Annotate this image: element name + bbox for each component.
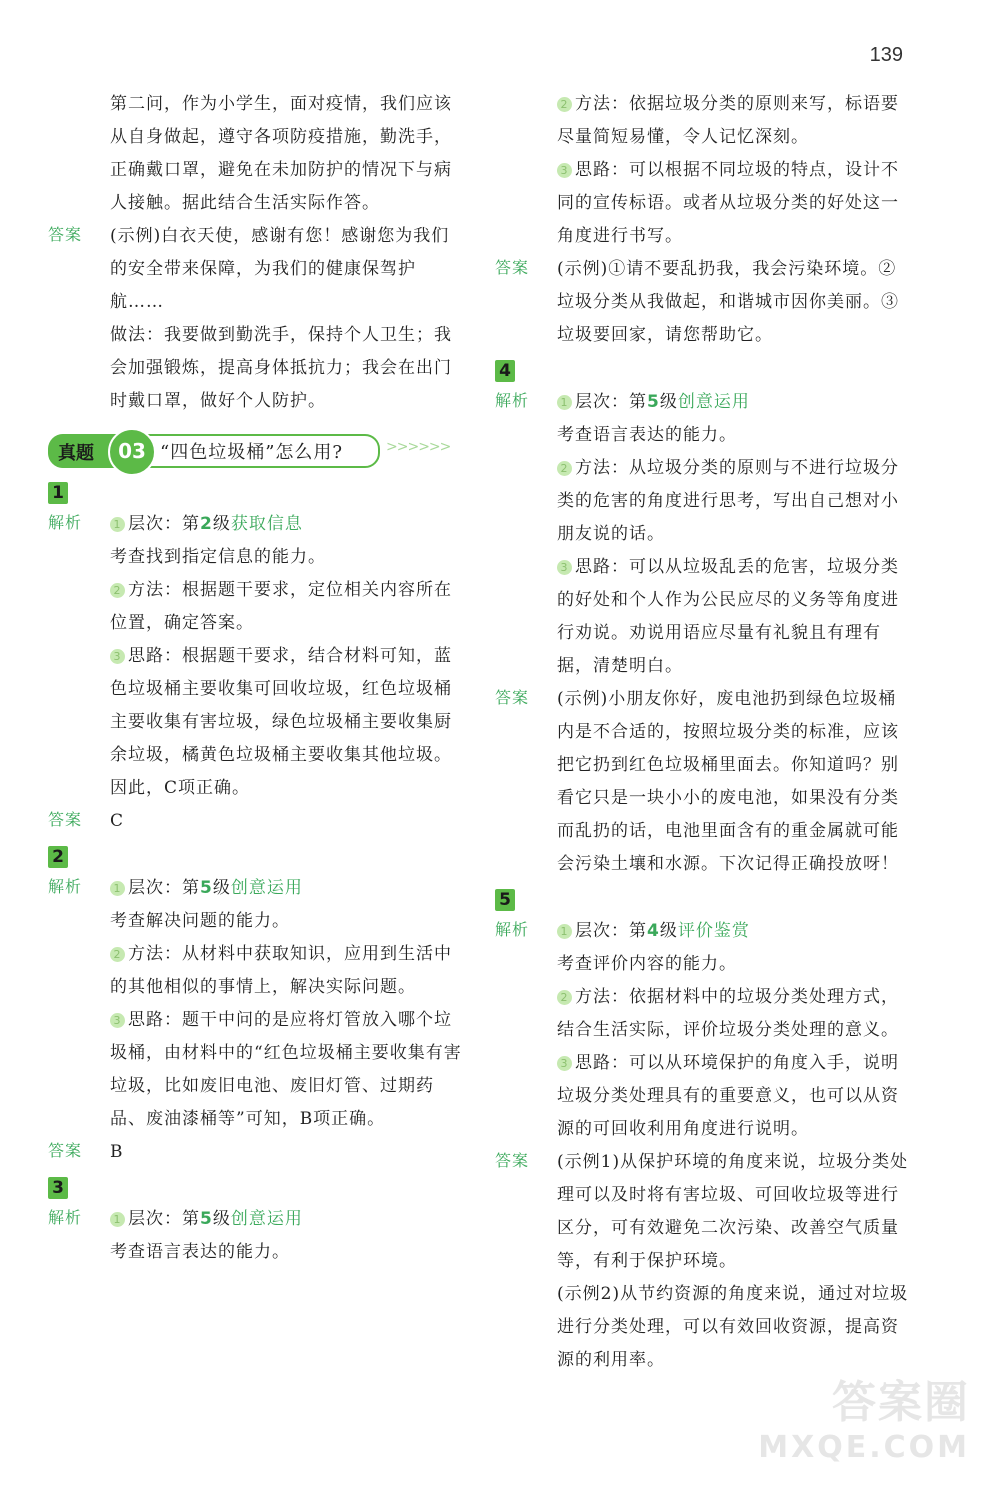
page-number: 139	[869, 44, 903, 66]
level-name: 创意运用	[230, 1209, 303, 1229]
analysis-label: 解析	[48, 513, 83, 532]
level-label: 层次	[128, 514, 164, 534]
q3-answer-row	[495, 253, 910, 352]
q5-thinking: ：可以从环境保护的角度入手，说明垃圾分类处理具有的重要意义，也可以从资源的可回收利用角度进行说明。	[557, 1053, 899, 1139]
q2-answer: B	[110, 1142, 124, 1162]
q5-answer-2: (示例2)从节约资源的角度来说，通过对垃圾进行分类处理，可以有效回收资源，提高资源的利用率。	[557, 1284, 909, 1370]
method-label: 方法	[575, 458, 611, 478]
intro-answer-text-2: 做法：我要做到勤洗手，保持个人卫生；我会加强锻炼，提高身体抵抗力；我会在出门时戴口罩，做好个人防护。	[110, 325, 452, 411]
section-title	[48, 428, 463, 468]
q5-level-row: 解析 1 层次：第4级评价鉴赏	[495, 915, 910, 948]
q4-answer-row	[495, 683, 910, 881]
analysis-label: 解析	[495, 920, 530, 939]
level-name: 获取信息	[230, 514, 303, 534]
q1-level-row: 解析 1 层次：第2级获取信息	[48, 508, 463, 541]
section-number-badge	[108, 428, 156, 476]
circled-two-icon: 2	[557, 97, 572, 112]
q1-answer-row	[48, 805, 463, 838]
q5-method: ：依据材料中的垃圾分类处理方式，结合生活实际，评价垃圾分类处理的意义。	[557, 987, 899, 1040]
thinking-label: 思路	[128, 646, 164, 666]
analysis-label: 解析	[48, 877, 83, 896]
intro-answer-text: (示例)白衣天使，感谢有您！感谢您为我们的安全带来保障，为我们的健康保驾护航……	[110, 226, 450, 312]
circled-one-icon: 1	[110, 517, 125, 532]
q2-level-row: 解析 1 层次：第5级创意运用	[48, 872, 463, 905]
circled-two-icon: 2	[110, 947, 125, 962]
q1-thinking: ：根据题干要求，结合材料可知，蓝色垃圾桶主要收集可回收垃圾，红色垃圾桶主要收集有害垃圾，绿色垃圾桶主要收集厨余垃圾，橘黄色垃圾桶主要收集其他垃圾。因此，C项正确。	[110, 646, 452, 798]
level-number: 2	[200, 514, 213, 534]
method-label: 方法	[575, 94, 611, 114]
intro-analysis	[48, 88, 463, 220]
left-column	[48, 88, 463, 1269]
section-label-text: 真题	[58, 443, 94, 464]
analysis-label: 解析	[495, 391, 530, 410]
method-label: 方法	[128, 580, 164, 600]
intro-answer-row	[48, 220, 463, 319]
answer-label: 答案	[48, 810, 83, 829]
level-name: 评价鉴赏	[677, 921, 750, 941]
answer-label: 答案	[48, 1141, 83, 1160]
q1-ability: 考查找到指定信息的能力。	[110, 547, 326, 567]
q2-ability: 考查解决问题的能力。	[110, 911, 290, 931]
q4-answer: (示例)小朋友你好，废电池扔到绿色垃圾桶内是不合适的，按照垃圾分类的标准，应该把它扔到红色垃圾桶里面去。你知道吗？别看它只是一块小小的废电池，如果没有分类而乱扔的话，电池里面含有的重金属就可能会污染土壤和水源。下次记得正确投放呀！	[557, 689, 899, 874]
level-number: 5	[647, 392, 660, 412]
circled-two-icon: 2	[110, 583, 125, 598]
circled-one-icon: 1	[110, 881, 125, 896]
answer-label: 答案	[48, 225, 83, 244]
right-column	[495, 88, 910, 1377]
circled-three-icon: 3	[557, 1056, 572, 1071]
section-title-text: “四色垃圾桶”怎么用?	[160, 442, 344, 463]
question-number-1: 1	[48, 482, 68, 504]
analysis-label: 解析	[48, 1208, 83, 1227]
q1-answer: C	[110, 811, 125, 831]
question-number-4: 4	[495, 360, 515, 382]
circled-three-icon: 3	[557, 163, 572, 178]
level-name: 创意运用	[230, 878, 303, 898]
circled-two-icon: 2	[557, 461, 572, 476]
intro-analysis-text: 第二问，作为小学生，面对疫情，我们应该从自身做起，遵守各项防疫措施，勤洗手，正确戴口罩，避免在未加防护的情况下与病人接触。据此结合生活实际作答。	[110, 94, 452, 213]
thinking-label: 思路	[575, 1053, 611, 1073]
circled-three-icon: 3	[110, 1013, 125, 1028]
level-number: 4	[647, 921, 660, 941]
answer-label: 答案	[495, 688, 530, 707]
circled-three-icon: 3	[557, 560, 572, 575]
q5-answer-row	[495, 1146, 910, 1278]
watermark-line-2: MXQE.COM	[758, 1430, 970, 1465]
q2-thinking: ：题干中问的是应将灯管放入哪个垃圾桶，由材料中的“红色垃圾桶主要收集有害垃圾，比如废旧电池、废旧灯管、过期药品、废油漆桶等”可知，B项正确。	[110, 1010, 462, 1129]
intro-answer-row-2	[48, 319, 463, 418]
q1-method: ：根据题干要求，定位相关内容所在位置，确定答案。	[110, 580, 452, 633]
method-label: 方法	[575, 987, 611, 1007]
q5-ability: 考查评价内容的能力。	[557, 954, 737, 974]
circled-one-icon: 1	[110, 1212, 125, 1227]
q5-answer-1: (示例1)从保护环境的角度来说，垃圾分类处理可以及时将有害垃圾、可回收垃圾等进行区分，可有效避免二次污染、改善空气质量等，有利于保护环境。	[557, 1152, 909, 1271]
circled-two-icon: 2	[557, 990, 572, 1005]
level-label: 层次	[575, 392, 611, 412]
level-label: 层次	[575, 921, 611, 941]
question-number-3: 3	[48, 1177, 68, 1199]
thinking-label: 思路	[575, 160, 611, 180]
q3-ability: 考查语言表达的能力。	[110, 1242, 290, 1262]
arrows-decoration-icon: >>>>>>	[386, 439, 451, 455]
watermark-logo	[758, 1366, 970, 1465]
q3-method: ：依据垃圾分类的原则来写，标语要尽量简短易懂，令人记忆深刻。	[557, 94, 899, 147]
level-number: 5	[200, 878, 213, 898]
question-number-2: 2	[48, 846, 68, 868]
q4-level-row: 解析 1 层次：第5级创意运用	[495, 386, 910, 419]
q2-answer-row	[48, 1136, 463, 1169]
q4-thinking: ：可以从垃圾乱丢的危害，垃圾分类的好处和个人作为公民应尽的义务等角度进行劝说。劝说用语应尽量有礼貌且有理有据，清楚明白。	[557, 557, 899, 676]
q4-ability: 考查语言表达的能力。	[557, 425, 737, 445]
watermark-line-1: 答案圈	[832, 1377, 970, 1428]
thinking-label: 思路	[128, 1010, 164, 1030]
q3-level-row: 解析 1 层次：第5级创意运用	[48, 1203, 463, 1236]
thinking-label: 思路	[575, 557, 611, 577]
circled-one-icon: 1	[557, 924, 572, 939]
circled-three-icon: 3	[110, 649, 125, 664]
section-number: 03	[118, 439, 146, 463]
level-number: 5	[200, 1209, 213, 1229]
level-label: 层次	[128, 878, 164, 898]
method-label: 方法	[128, 944, 164, 964]
circled-one-icon: 1	[557, 395, 572, 410]
q3-thinking: ：可以根据不同垃圾的特点，设计不同的宣传标语。或者从垃圾分类的好处这一角度进行书写。	[557, 160, 899, 246]
q2-method: ：从材料中获取知识，应用到生活中的其他相似的事情上，解决实际问题。	[110, 944, 452, 997]
q3-answer: (示例)①请不要乱扔我，我会污染环境。②垃圾分类从我做起，和谐城市因你美丽。③垃圾要回家，请您帮助它。	[557, 259, 899, 345]
level-name: 创意运用	[677, 392, 750, 412]
question-number-5: 5	[495, 889, 515, 911]
answer-label: 答案	[495, 258, 530, 277]
answer-label: 答案	[495, 1151, 530, 1170]
q4-method: ：从垃圾分类的原则与不进行垃圾分类的危害的角度进行思考，写出自己想对小朋友说的话。	[557, 458, 899, 544]
level-label: 层次	[128, 1209, 164, 1229]
